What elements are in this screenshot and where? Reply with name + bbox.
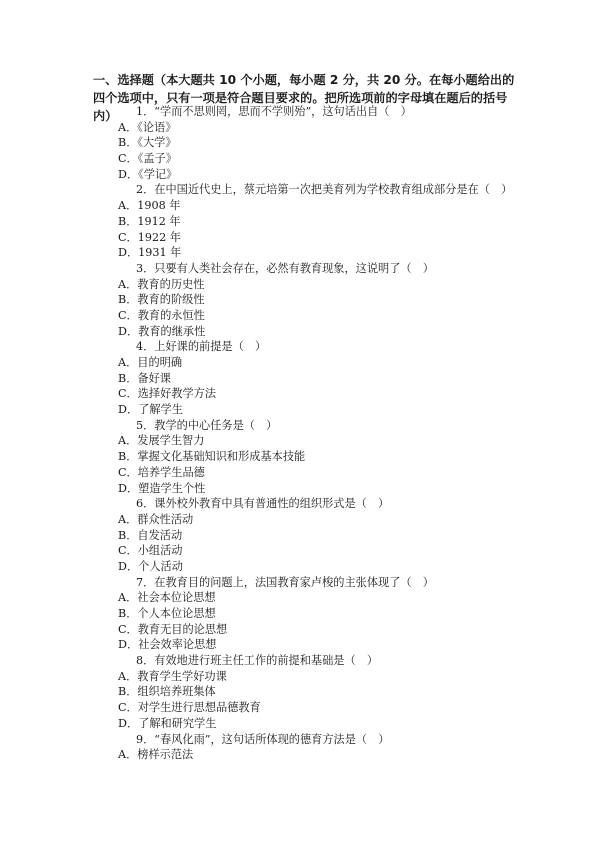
- answer-option: B．掌握文化基础知识和形成基本技能: [118, 450, 306, 464]
- answer-option: B．组织培养班集体: [118, 685, 216, 699]
- answer-option: D．塑造学生个性: [118, 481, 206, 495]
- question-stem: 7．在教育目的问题上，法国教育家卢梭的主张体现了（ ）: [136, 575, 434, 589]
- answer-option: C．对学生进行思想品德教育: [118, 701, 261, 715]
- answer-option: A．发展学生智力: [118, 434, 205, 448]
- question-stem: 5．教学的中心任务是（ ）: [136, 418, 278, 432]
- answer-option: C．《孟子》: [118, 152, 177, 166]
- answer-option: B．个人本位论思想: [118, 607, 216, 620]
- answer-option: C．教育无目的论思想: [118, 622, 228, 636]
- question-stem: 8．有效地进行班主任工作的前提和基础是（ ）: [136, 654, 379, 668]
- section-title: 一、选择题（本大题共 10 个小题，每小题 2 分，共 20 分。在每小题给出的四个选项中，只有一项是符合题目要求的。把所选项前的字母填在题后的括号内）: [93, 73, 515, 123]
- answer-option: B．自发活动: [118, 528, 183, 542]
- answer-option: A．榜样示范法: [118, 748, 194, 762]
- question-stem: 3．只要有人类社会存在，必然有教育现象，这说明了（ ）: [136, 261, 434, 275]
- answer-option: C．教育的永恒性: [118, 308, 205, 322]
- answer-option: D．教育的继承性: [118, 324, 206, 338]
- question-stem: 6．课外校外教育中具有普通性的组织形式是（ ）: [136, 497, 390, 511]
- answer-option: A．目的明确: [118, 356, 183, 369]
- answer-option: B．备好课: [118, 371, 171, 385]
- question-stem: 4．上好课的前提是（ ）: [136, 340, 267, 354]
- answer-option: D．了解学生: [118, 403, 183, 417]
- answer-option: B．《大学》: [118, 136, 177, 150]
- answer-option: D．1931 年: [118, 246, 182, 260]
- answer-option: C．1922 年: [118, 230, 181, 244]
- answer-option: C．选择好教学方法: [118, 387, 217, 401]
- answer-option: A．《论语》: [118, 120, 177, 134]
- answer-option: A．1908 年: [118, 199, 181, 213]
- question-stem: 9．“春风化雨”，这句话所体现的德育方法是（ ）: [136, 732, 390, 746]
- question-stem: 1．“学而不思则罔，思而不学则殆”，这句话出自（ ）: [136, 105, 412, 118]
- answer-option: B．教育的阶级性: [118, 293, 205, 307]
- answer-option: D．《学记》: [118, 167, 178, 181]
- answer-option: D．了解和研究学生: [118, 716, 217, 730]
- answer-option: A．教育的历史性: [118, 277, 205, 291]
- answer-option: A．教育学生学好功课: [118, 669, 227, 683]
- question-stem: 2．在中国近代史上，蔡元培第一次把美育列为学校教育组成部分是在（ ）: [136, 183, 513, 197]
- answer-option: B．1912 年: [118, 214, 181, 228]
- answer-option: C．培养学生品德: [118, 465, 205, 479]
- answer-option: A．群众性活动: [118, 512, 194, 526]
- answer-option: D．个人活动: [118, 559, 183, 573]
- answer-option: A．社会本位论思想: [118, 591, 216, 605]
- answer-option: C．小组活动: [118, 544, 183, 558]
- answer-option: D．社会效率论思想: [118, 638, 217, 652]
- question-list: [118, 104, 518, 763]
